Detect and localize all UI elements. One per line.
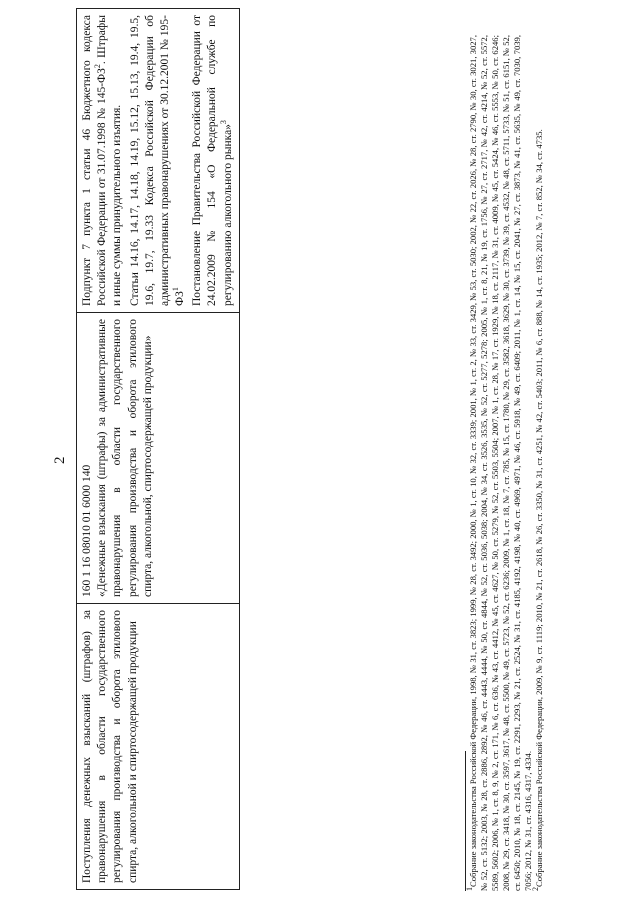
table-row xyxy=(77,9,240,890)
revenue-classification-table xyxy=(76,8,240,890)
footnote-mark: 2 xyxy=(531,887,541,891)
page-number: 2 xyxy=(52,456,68,464)
revenue-description-text: Поступления денежных взысканий (штрафов) за правонарушения в области государственного регулирования производства и оборота этилового спирта, алкогольной и спиртосодержащей продукции xyxy=(81,610,139,883)
footnote-ref: 2 xyxy=(93,64,103,69)
budget-classification-code: 160 1 16 08010 01 6000 140 xyxy=(81,464,93,597)
footnote-text: Собрание законодательства Российской Федерации, 1998, № 31, ст. 3823; 1999, № 28, ст. 3492; 2000, № 1, ст. 10, № 32, ст. 3339; 2001, № 1, ст. 2, № 33, ст. 3429, № 53, ст. 5030; 2002, № 22, ст. 2026, № 28, ст. 2790, № 30, ст. 3021, 3027, № 52, ст. 5132; 2003, № 28, ст. 2886, 2892, № 46, ст. 4443, 4444, № 50, ст. 4844, № 52, ст. 5036, 5038; 2004, № 34, ст. 3526, 3535, № 52, ст. 5277, 5278; 2005, № 1, ст. 8, 21, № 19, ст. 1756, № 27, ст. 2717, № 42, ст. 4214, № 52, ст. 5572, 5589, 5602; 2006, № 1, ст. 8, 9, № 2, ст. 171, № 6, ст. 636, № 43, ст. 4412, № 45, ст. 4627, № 50, ст. 5279, № 52, ст. 5503, 5504; 2007, № 1, ст. 28, № 17, ст. 1929, № 18, ст. 2117, № 31, ст. 4009, № 45, ст. 5424, № 46, ст. 5553, № 50, ст. 6246; 2008, № 29, ст. 3418, № 30, ст. 3597, 3617, № 48, ст. 5500, № 49, ст. 5723, № 52, ст. 6236; 2009, № 1, ст. 18, № 7, ст. 785, № 15, ст. 1780, № 29, ст. 3582, 3618, 3629, № 30, ст. 3739, № 39, ст. 4532, № 48, ст. 5711, 5733, № 51, ст. 6151, № 52, ст. 6450; 2010, № 18, ст. 2145, № 19, ст. 2291, 2293, № 21, ст. 2524, № 31, ст. 4185, 4192, 4198, № 40, ст. 4969, 4971, № 46, ст. 5918, № 49, ст. 6409; 2011, № 1, ст. 14, № 15, ст. 2041, № 27, ст. 3873, № 41, ст. 5635, № 49, ст. 7030, 7039, 7056; 2012, № 31, ст. 4316, 4317, 4334. xyxy=(468,35,533,891)
footnote-ref: 3 xyxy=(218,120,228,125)
legal-basis-admin-code xyxy=(128,15,189,306)
footnotes xyxy=(465,35,545,891)
legal-basis-cell xyxy=(77,9,240,313)
revenue-description-cell xyxy=(77,604,240,890)
footnote-ref: 1 xyxy=(171,287,181,292)
budget-code-description: «Денежные взыскания (штрафы) за административные правонарушения в области государственного регулирования производства и оборота этилового спирта, алкогольной, спиртосодержащей продукции» xyxy=(96,319,154,597)
footnote-divider xyxy=(465,751,466,891)
footnote-text: Собрание законодательства Российской Федерации, 2009, № 9, ст. 1119; 2010, № 21, ст. 2618, № 26, ст. 3350, № 31, ст. 4251, № 42, ст. 5403; 2011, № 6, ст. 888, № 14, ст. 1935; 2012, № 7, ст. 852, № 34, ст. 4735. xyxy=(534,129,544,887)
legal-basis-text-2: Статьи 14.16, 14.17, 14.18, 14.19, 15.12, 15.13, 19.4, 19.5, 19.6, 19.7, 19.33 Кодекса Российской Федерации об административных правонарушениях от 30.12.2001 № 195-ФЗ xyxy=(128,15,187,306)
legal-basis-text-3: Постановление Правительства Российской Федерации от 24.02.2009 № 154 «О Федеральной службе по регулированию алкогольного рынка» xyxy=(191,15,234,306)
legal-basis-text-1: Подпункт 7 пункта 1 статьи 46 Бюджетного кодекса Российской Федерации от 31.07.1998 № 145-ФЗ xyxy=(81,15,109,306)
budget-code-cell xyxy=(77,313,240,604)
footnote-1 xyxy=(465,35,534,891)
footnote-2 xyxy=(531,35,545,891)
footnote-mark: 1 xyxy=(465,887,475,891)
legal-basis-resolution xyxy=(190,15,236,306)
legal-basis-budget-code xyxy=(80,15,126,306)
legal-basis-text-1-tail: . Штрафы и иные суммы принудительного изъятия. xyxy=(96,15,124,306)
